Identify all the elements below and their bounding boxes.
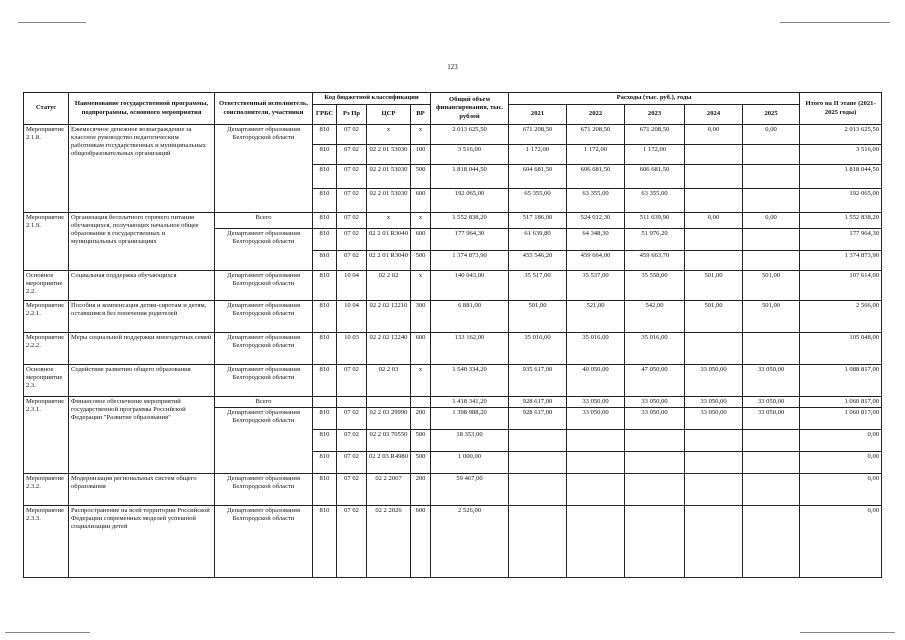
table-row [24,365,882,397]
cell-year-2025: 33 050,00 [743,408,800,430]
cell-stage-total: 1 818 044,50 [800,165,882,189]
header-grbs: ГРБС [313,105,337,125]
cell-csr: 02 2 2026 [367,506,411,578]
cell-year-2025: 33 050,00 [743,365,800,397]
table-row [24,506,882,578]
table-row [24,333,882,365]
cell-year-2025: 501,00 [743,301,800,333]
cell-year-2022: 33 050,00 [567,408,625,430]
cell-vr: 500 [411,165,431,189]
cell-year-2024 [685,506,743,578]
cell-year-2025 [743,145,800,165]
header-year-2025: 2025 [743,105,800,125]
cell-year-2023: 606 681,50 [625,165,685,189]
cell-vr: х [411,365,431,397]
cell-year-2021: 604 681,50 [509,165,567,189]
cell-year-2023 [625,430,685,452]
cell-year-2022: 1 172,00 [567,145,625,165]
cell-vr: 500 [411,251,431,271]
cell-grbs: 810 [313,506,337,578]
cell-stage-total: 1 088 817,00 [800,365,882,397]
cell-csr: 02 2 01 53030 [367,189,411,213]
cell-grbs: 810 [313,408,337,430]
cell-total: 2 013 625,50 [431,125,509,145]
cell-rz: 07 02 [337,189,367,213]
cell-grbs: 810 [313,125,337,145]
cell-stage-total: 0,00 [800,430,882,452]
cell-year-2025 [743,474,800,506]
cell-year-2022 [567,474,625,506]
row-status: Мероприятие 2.3.2. [24,474,69,506]
row-responsible: Департамент образования Белгородской области [215,333,313,365]
header-budget-code: Код бюджетной классификации [313,93,431,105]
row-name: Пособия и компенсация детям-сиротам и детям, оставшимся без попечения родителей [69,301,215,333]
header-year-2024: 2024 [685,105,743,125]
scan-edge-line [18,22,86,23]
row-name: Организация бесплатного горячего питания обучающихся, получающих начальное общее образование в государственных и муниципальных организациях [69,213,215,271]
cell-csr: 02 2 02 [367,271,411,301]
cell-year-2022: 524 012,30 [567,213,625,229]
cell-year-2022: 40 050,00 [567,365,625,397]
table-row [24,397,882,408]
cell-csr: х [367,125,411,145]
row-status: Мероприятие 2.2.1. [24,301,69,333]
cell-year-2024 [685,474,743,506]
cell-year-2023: 35 016,00 [625,333,685,365]
cell-grbs: 810 [313,301,337,333]
row-status: Мероприятие 2.1.9. [24,213,69,271]
cell-year-2025 [743,430,800,452]
row-name: Ежемесячное денежное вознаграждение за классное руководство педагогическим работникам государственных и муниципальных общеобразовательных организаций [69,125,215,213]
cell-year-2023 [625,474,685,506]
cell-year-2024: 33 050,00 [685,408,743,430]
row-status: Мероприятие 2.1.8. [24,125,69,213]
cell-year-2025: 501,00 [743,271,800,301]
cell-year-2023: 1 172,00 [625,145,685,165]
cell-vr: 100 [411,145,431,165]
cell-stage-total: 107 614,00 [800,271,882,301]
header-rz: Рз Пр [337,105,367,125]
cell-year-2022: 459 664,00 [567,251,625,271]
cell-year-2025 [743,333,800,365]
row-responsible: Департамент образования Белгородской области [215,271,313,301]
row-status: Основное мероприятие 2.3. [24,365,69,397]
cell-year-2022 [567,506,625,578]
cell-rz [337,397,367,408]
row-responsible: Департамент образования Белгородской области [215,125,313,213]
cell-year-2021: 928 617,00 [509,408,567,430]
cell-year-2024 [685,165,743,189]
cell-csr: 02 2 01 R3040 [367,251,411,271]
table-row [24,271,882,301]
row-responsible: Департамент образования Белгородской области [215,408,313,474]
header-year-2021: 2021 [509,105,567,125]
cell-year-2021: 517 186,00 [509,213,567,229]
header-year-2022: 2022 [567,105,625,125]
header-status: Статус [24,93,69,125]
cell-total: 192 065,00 [431,189,509,213]
cell-year-2022: 521,00 [567,301,625,333]
cell-year-2023: 459 663,70 [625,251,685,271]
cell-year-2021 [509,430,567,452]
table-row [24,213,882,229]
cell-stage-total: 0,00 [800,452,882,474]
cell-total: 6 881,00 [431,301,509,333]
cell-rz: 07 02 [337,165,367,189]
cell-year-2021 [509,506,567,578]
cell-stage-total: 2 013 625,50 [800,125,882,145]
cell-year-2022: 64 348,30 [567,229,625,251]
cell-year-2023: 63 355,00 [625,189,685,213]
row-responsible: Департамент образования Белгородской области [215,365,313,397]
cell-year-2025 [743,189,800,213]
cell-year-2025: 0,00 [743,125,800,145]
cell-year-2021: 935 617,00 [509,365,567,397]
cell-grbs: 810 [313,213,337,229]
cell-vr: 600 [411,333,431,365]
cell-rz: 07 02 [337,506,367,578]
cell-grbs: 810 [313,229,337,251]
cell-vr: х [411,271,431,301]
cell-vr: 300 [411,301,431,333]
cell-year-2024: 33 050,00 [685,365,743,397]
cell-year-2021: 671 208,50 [509,125,567,145]
cell-year-2022: 35 537,00 [567,271,625,301]
cell-total: 2 526,00 [431,506,509,578]
row-responsible: Всего [215,397,313,408]
cell-grbs: 810 [313,165,337,189]
cell-vr: 200 [411,474,431,506]
cell-vr: 200 [411,408,431,430]
cell-total: 18 353,00 [431,430,509,452]
cell-year-2025: 33 050,00 [743,397,800,408]
header-year-2023: 2023 [625,105,685,125]
row-name: Финансовое обеспечение мероприятий государственной программы Российской Федерации "Развитие образования" [69,397,215,474]
cell-year-2023: 542,00 [625,301,685,333]
cell-rz: 10 04 [337,271,367,301]
cell-year-2025 [743,506,800,578]
cell-year-2023 [625,506,685,578]
cell-year-2025 [743,452,800,474]
cell-csr: 02 2 03 R4980 [367,452,411,474]
cell-total: 1 418 341,20 [431,397,509,408]
row-status: Основное мероприятие 2.2. [24,271,69,301]
cell-total: 133 162,00 [431,333,509,365]
cell-rz: 07 02 [337,251,367,271]
row-responsible: Департамент образования Белгородской области [215,229,313,271]
cell-stage-total: 1 552 838,20 [800,213,882,229]
cell-stage-total: 177 964,30 [800,229,882,251]
cell-year-2023: 47 050,00 [625,365,685,397]
cell-vr [411,397,431,408]
row-responsible: Департамент образования Белгородской области [215,474,313,506]
cell-rz: 10 04 [337,301,367,333]
cell-stage-total: 0,00 [800,506,882,578]
header-name: Наименование государственной программы, подпрограммы, основного мероприятия [69,93,215,125]
cell-year-2021: 501,00 [509,301,567,333]
cell-rz: 10 03 [337,333,367,365]
row-responsible: Департамент образования Белгородской области [215,506,313,578]
cell-vr: х [411,125,431,145]
cell-rz: 07 02 [337,408,367,430]
header-vr: ВР [411,105,431,125]
cell-total: 1 540 334,20 [431,365,509,397]
cell-csr: 02 2 03 70550 [367,430,411,452]
cell-total: 3 516,00 [431,145,509,165]
cell-rz: 07 02 [337,213,367,229]
cell-total: 1 000,00 [431,452,509,474]
cell-grbs: 810 [313,145,337,165]
cell-rz: 07 02 [337,125,367,145]
cell-year-2025: 0,00 [743,213,800,229]
row-name: Модернизация региональных систем общего образования [69,474,215,506]
cell-grbs: 810 [313,430,337,452]
cell-grbs: 810 [313,452,337,474]
cell-year-2024 [685,333,743,365]
scan-edge-line [800,632,895,633]
cell-year-2021 [509,452,567,474]
cell-year-2024: 501,00 [685,271,743,301]
cell-total: 1 374 873,90 [431,251,509,271]
cell-vr: 500 [411,452,431,474]
header-stage-total: Итого на II этапе (2021-2025 годы) [800,93,882,125]
cell-year-2021: 61 639,80 [509,229,567,251]
row-responsible: Департамент образования Белгородской области [215,301,313,333]
cell-year-2021 [509,474,567,506]
cell-year-2024 [685,251,743,271]
scan-edge-line [5,632,90,633]
cell-csr: 02 2 01 53030 [367,165,411,189]
cell-stage-total: 105 048,00 [800,333,882,365]
cell-grbs: 810 [313,271,337,301]
cell-grbs: 810 [313,189,337,213]
header-expenses: Расходы (тыс. руб.), годы [509,93,800,105]
cell-csr: 02 2 01 R3040 [367,229,411,251]
table-row [24,125,882,145]
cell-csr: 02 2 03 29990 [367,408,411,430]
cell-year-2024 [685,452,743,474]
cell-year-2021: 65 355,00 [509,189,567,213]
cell-grbs [313,397,337,408]
cell-vr: 600 [411,506,431,578]
cell-year-2024: 33 050,00 [685,397,743,408]
cell-year-2022: 671 208,50 [567,125,625,145]
cell-year-2021: 455 546,20 [509,251,567,271]
page-number: 123 [447,63,458,71]
cell-vr: х [411,213,431,229]
cell-stage-total: 2 566,00 [800,301,882,333]
cell-year-2025 [743,165,800,189]
cell-year-2024 [685,145,743,165]
cell-year-2024 [685,430,743,452]
cell-csr: 02 2 03 [367,365,411,397]
cell-total: 140 043,00 [431,271,509,301]
row-name: Социальная поддержка обучающихся [69,271,215,301]
cell-rz: 07 02 [337,229,367,251]
cell-csr [367,397,411,408]
header-csr: ЦСР [367,105,411,125]
cell-year-2024: 0,00 [685,125,743,145]
cell-csr: 02 2 01 53030 [367,145,411,165]
cell-year-2024: 0,00 [685,213,743,229]
cell-csr: 02 2 02 12210 [367,301,411,333]
cell-year-2022: 33 050,00 [567,397,625,408]
cell-year-2023: 35 558,00 [625,271,685,301]
cell-total: 1 552 838,20 [431,213,509,229]
cell-year-2022: 606 681,50 [567,165,625,189]
cell-year-2024: 501,00 [685,301,743,333]
cell-grbs: 810 [313,333,337,365]
header-total: Общий объем финансирования, тыс. рублей [431,93,509,125]
cell-vr: 500 [411,430,431,452]
cell-year-2022: 63 355,00 [567,189,625,213]
cell-year-2023: 671 208,50 [625,125,685,145]
cell-year-2024 [685,189,743,213]
row-status: Мероприятие 2.3.1. [24,397,69,474]
cell-year-2021: 35 517,00 [509,271,567,301]
cell-year-2022 [567,452,625,474]
budget-table [23,92,882,578]
cell-total: 1 818 044,50 [431,165,509,189]
cell-year-2021: 1 172,00 [509,145,567,165]
cell-year-2023: 33 050,00 [625,408,685,430]
row-status: Мероприятие 2.2.2. [24,333,69,365]
cell-year-2022 [567,430,625,452]
cell-rz: 07 02 [337,430,367,452]
cell-year-2023 [625,452,685,474]
scan-edge-line [780,22,890,23]
cell-vr: 600 [411,189,431,213]
cell-rz: 07 02 [337,365,367,397]
cell-year-2025 [743,251,800,271]
cell-vr: 600 [411,229,431,251]
cell-csr: 02 2 02 12240 [367,333,411,365]
cell-total: 1 398 988,20 [431,408,509,430]
cell-year-2021: 928 617,00 [509,397,567,408]
cell-year-2024 [685,229,743,251]
cell-total: 59 467,00 [431,474,509,506]
cell-year-2023: 511 639,90 [625,213,685,229]
cell-grbs: 810 [313,474,337,506]
row-responsible: Всего [215,213,313,229]
cell-csr: 02 2 2067 [367,474,411,506]
header-responsible: Ответственный исполнитель, соисполнители, участники [215,93,313,125]
cell-rz: 07 02 [337,474,367,506]
cell-rz: 07 02 [337,452,367,474]
cell-total: 177 964,30 [431,229,509,251]
cell-year-2021: 35 016,00 [509,333,567,365]
table-row [24,301,882,333]
cell-stage-total: 1 060 817,00 [800,397,882,408]
row-status: Мероприятие 2.3.3. [24,506,69,578]
cell-csr: х [367,213,411,229]
cell-year-2023: 51 976,20 [625,229,685,251]
cell-year-2022: 35 016,00 [567,333,625,365]
row-name: Меры социальной поддержки многодетных семей [69,333,215,365]
cell-stage-total: 3 516,00 [800,145,882,165]
row-name: Распространение на всей территории Российской Федерации современных моделей успешной социализации детей [69,506,215,578]
cell-stage-total: 0,00 [800,474,882,506]
table-row [24,474,882,506]
cell-year-2025 [743,229,800,251]
cell-stage-total: 192 065,00 [800,189,882,213]
cell-stage-total: 1 060 817,00 [800,408,882,430]
cell-rz: 07 02 [337,145,367,165]
cell-grbs: 810 [313,251,337,271]
cell-stage-total: 1 374 873,90 [800,251,882,271]
row-name: Содействие развитию общего образования [69,365,215,397]
cell-grbs: 810 [313,365,337,397]
cell-year-2023: 33 050,00 [625,397,685,408]
